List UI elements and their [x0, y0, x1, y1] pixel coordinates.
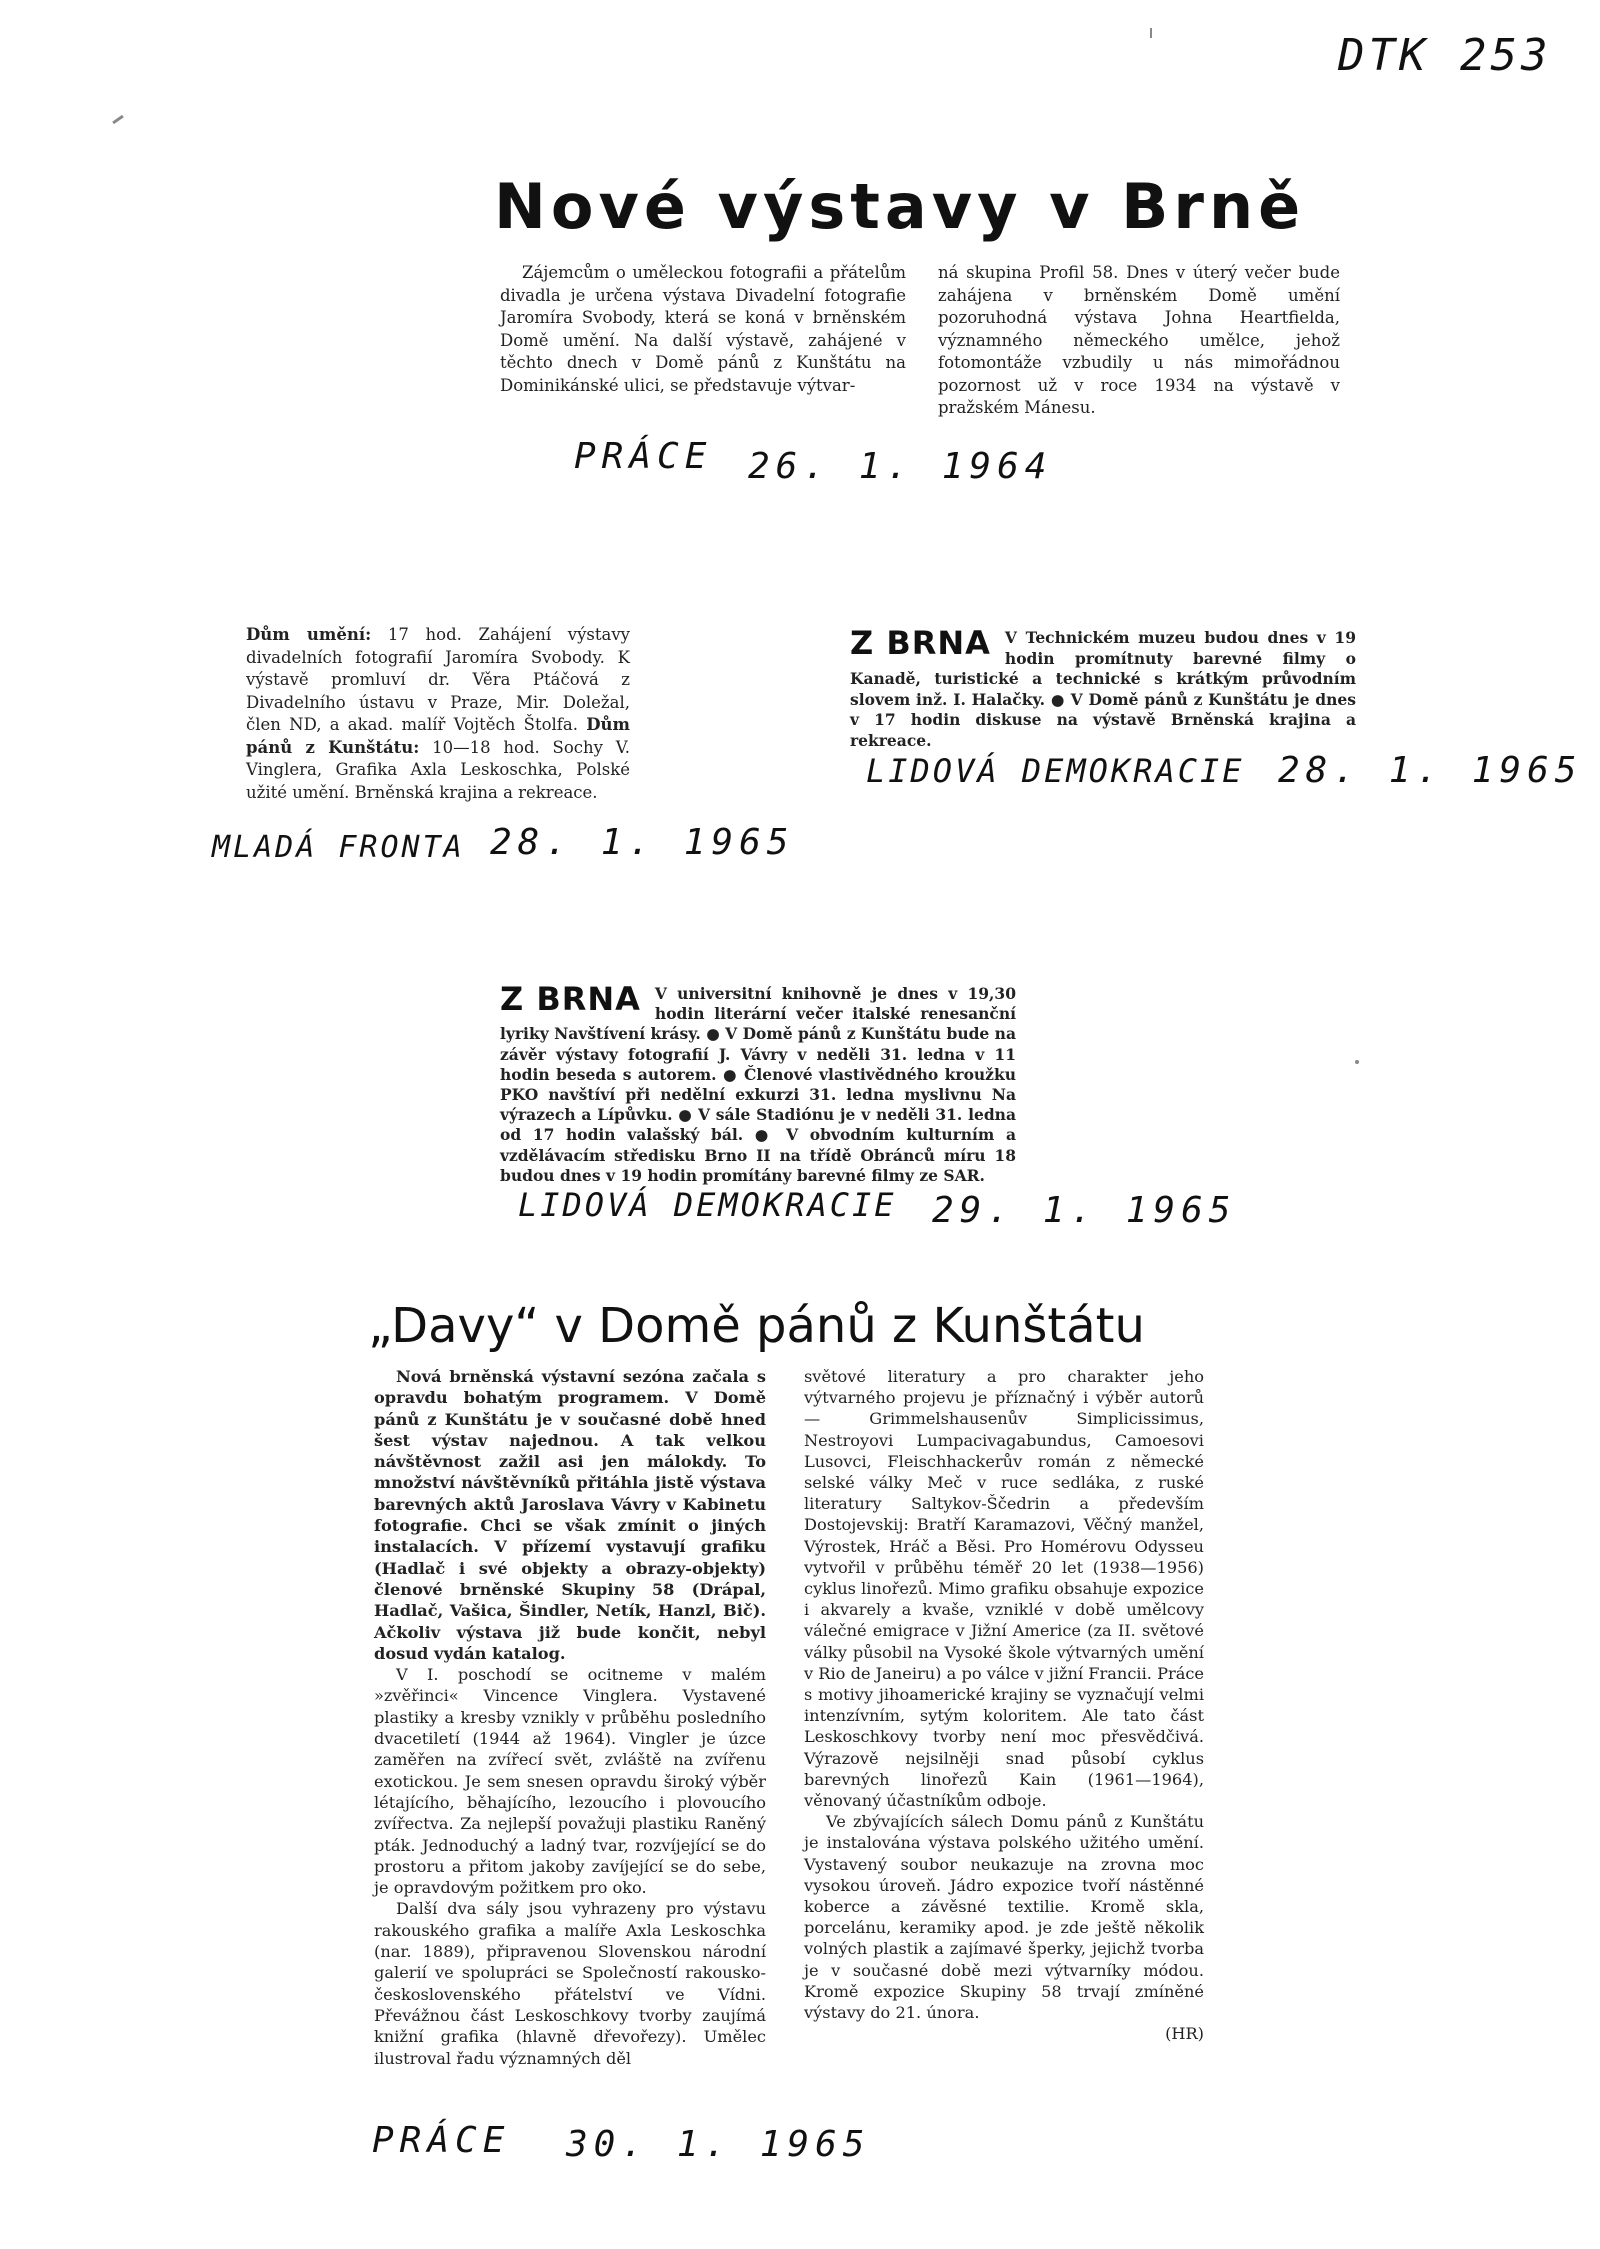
section-heading: Z BRNA	[500, 980, 641, 1018]
article-column	[246, 624, 630, 804]
source-note: LIDOVÁ DEMOKRACIE	[866, 752, 1245, 790]
scan-mark	[112, 115, 124, 124]
scan-mark	[1355, 1060, 1359, 1064]
lead-text: Dům pánů z Kunštátu:	[246, 715, 630, 757]
article-paragraph: Ve zbývajících sálech Domu pánů z Kunštátu je instalována výstava polského užitého umění. Vystavený soubor neukazuje na zrovna moc vysokou úroveň. Jádro expozice tvoří nástěnné koberce a závěsné textilie. Kromě skla, porcelánu, keramiky apod. je zde ještě několik volných plastik a zajímavé šperky, jejichž tvorba je v současné době mezi výtvarníky módou. Kromě expozice Skupiny 58 trvají zmíněné výstavy do 21. února.	[804, 1812, 1204, 2023]
body-text: 10—18 hod. Sochy V. Vinglera, Grafika Axla Leskoschka, Polské užité umění. Brněnská krajina a rekreace.	[246, 737, 630, 802]
article-column	[500, 980, 1016, 1186]
article-paragraph: V universitní knihovně je dnes v 19,30 hodin literární večer italské renesanční lyriky Navštívení krásy. ● V Domě pánů z Kunštátu bude na závěr výstavy fotografií J. Vávry v neděli 31. ledna v 11 hodin beseda s autorem. ● Členové vlastivědného kroužku PKO navštíví při nedělní exkurzi 31. ledna myslivnu Na výrazech a Lípůvku. ● V sále Stadiónu je v neděli 31. ledna od 17 hodin valašský bál. ● V obvodním kulturním a vzdělávacím středisku Brno II na třídě Obránců míru 18 budou dnes v 19 hodin promítány barevné filmy ze SAR.	[500, 984, 1016, 1185]
article-column-2	[938, 262, 1340, 420]
article-paragraph: ná skupina Profil 58. Dnes v úterý večer bude zahájena v brněnském Domě umění pozoruhodná výstava Johna Heartfielda, významného německého umělce, jehož fotomontáže vzbudily u nás mimořádnou pozornost už v roce 1934 na výstavě v pražském Mánesu.	[938, 263, 1340, 417]
date-note: 28. 1. 1965	[1278, 750, 1583, 791]
date-note: 28. 1. 1965	[490, 822, 795, 863]
source-note: MLADÁ FRONTA	[212, 830, 465, 865]
date-note: 29. 1. 1965	[932, 1190, 1237, 1231]
article-column	[850, 624, 1356, 751]
article-title: Nové výstavy v Brně	[494, 170, 1306, 243]
archive-code: DTK 253	[1338, 30, 1552, 81]
section-heading: Z BRNA	[850, 624, 991, 662]
source-note: PRÁCE	[372, 2120, 511, 2161]
date-note: 26. 1. 1964	[748, 446, 1053, 487]
article-paragraph: V I. poschodí se ocitneme v malém »zvěřinci« Vincence Vinglera. Vystavené plastiky a kresby vznikly v průběhu posledního dvacetiletí (1944 až 1964). Vingler je úzce zaměřen na zvířecí svět, zvláště na zvířenu exotickou. Je sem snesen opravdu široký výběr létajícího, běhajícího, lezoucího i plovoucího zvířectva. Za nejlepší považuji plastiku Raněný pták. Jednoduchý a ladný tvar, rozvíjející se do prostoru a přitom jakoby zavíjející se do sebe, je opravdovým požitkem pro oko.	[374, 1665, 766, 1898]
lead-text: Dům umění:	[246, 625, 372, 644]
article-paragraph: Zájemcům o uměleckou fotografii a přátelům divadla je určena výstava Divadelní fotografie Jaromíra Svobody, která se koná v brněnském Domě umění. Na další výstavě, zahájené v těchto dnech v Domě pánů z Kunštátu na Dominikánské ulici, se představuje výtvar-	[500, 263, 906, 395]
date-note: 30. 1. 1965	[566, 2124, 871, 2165]
article-paragraph: Nová brněnská výstavní sezóna začala s opravdu bohatým programem. V Domě pánů z Kunštátu je v současné době hned šest výstav najednou. A tak velkou návštěvnost zažil asi jen málokdy. To množství návštěvníků přitáhla jistě výstava barevných aktů Jaroslava Vávry v Kabinetu fotografie. Chci se však zmínit o jiných instalacích. V přízemí vystavují grafiku (Hadlač i své objekty a obrazy-objekty) členové brněnské Skupiny 58 (Drápal, Hadlač, Vašica, Šindler, Netík, Hanzl, Bič). Ačkoliv výstava již bude končit, nebyl dosud vydán katalog.	[374, 1367, 766, 1663]
article-paragraph: V Technickém muzeu budou dnes v 19 hodin promítnuty barevné filmy o Kanadě, turistické a technické s krátkým průvodním slovem inž. I. Halačky. ● V Domě pánů z Kunštátu je dnes v 17 hodin diskuse na výstavě Brněnská krajina a rekreace.	[850, 628, 1356, 750]
article-paragraph	[246, 624, 630, 804]
article-column-2	[804, 1366, 1204, 2045]
article-title: „Davy“ v Domě pánů z Kunštátu	[368, 1298, 1145, 1354]
article-signature: (HR)	[1165, 2024, 1204, 2044]
source-note: PRÁCE	[574, 436, 713, 477]
article-column-1	[374, 1366, 766, 2069]
article-paragraph: světové literatury a pro charakter jeho výtvarného projevu je příznačný i výběr autorů — Grimmelshausenův Simplicissimus, Nestroyovi Lumpacivagabundus, Camoesovi Lusovci, Fleischhackerův román z německé selské války Meč v ruce sedláka, z ruské literatury Saltykov-Ščedrin a především Dostojevskij: Bratří Karamazovi, Věčný manžel, Výrostek, Hráč a Běsi. Pro Homérovu Odysseu vytvořil v průběhu téměř 20 let (1938—1956) cyklus linořezů. Mimo grafiku obsahuje expozice i akvarely a kvaše, vzniklé v době umělcovy válečné emigrace v Jižní Americe (za II. světové války působil na Vysoké škole výtvarných umění v Rio de Janeiru) a po válce v jižní Francii. Práce s motivy jihoamerické krajiny se vyznačují velmi intenzívním, sytým koloritem. Ale tato část Leskoschkovy tvorby není moc přesvědčivá. Výrazově nejsilněji snad působí cyklus barevných linořezů Kain (1961—1964), věnovaný účastníkům odboje.	[804, 1367, 1204, 1811]
scan-mark	[1150, 28, 1152, 38]
source-note: LIDOVÁ DEMOKRACIE	[518, 1186, 897, 1224]
body-text: 17 hod. Zahájení výstavy divadelních fotografií Jaromíra Svobody. K výstavě promluví dr. Věra Ptáčová z Divadelního ústavu v Praze, Mir. Doležal, člen ND, a akad. malíř Vojtěch Štolfa.	[246, 625, 630, 734]
article-paragraph: Další dva sály jsou vyhrazeny pro výstavu rakouského grafika a malíře Axla Leskoschka (nar. 1889), připravenou Slovenskou národní galerií ve spolupráci se Společností rakousko-československého přátelství ve Vídni. Převážnou část Leskoschkovy tvorby zaujímá knižní grafika (hlavně dřevořezy). Umělec ilustroval řadu významných děl	[374, 1899, 766, 2068]
article-column-1	[500, 262, 906, 397]
